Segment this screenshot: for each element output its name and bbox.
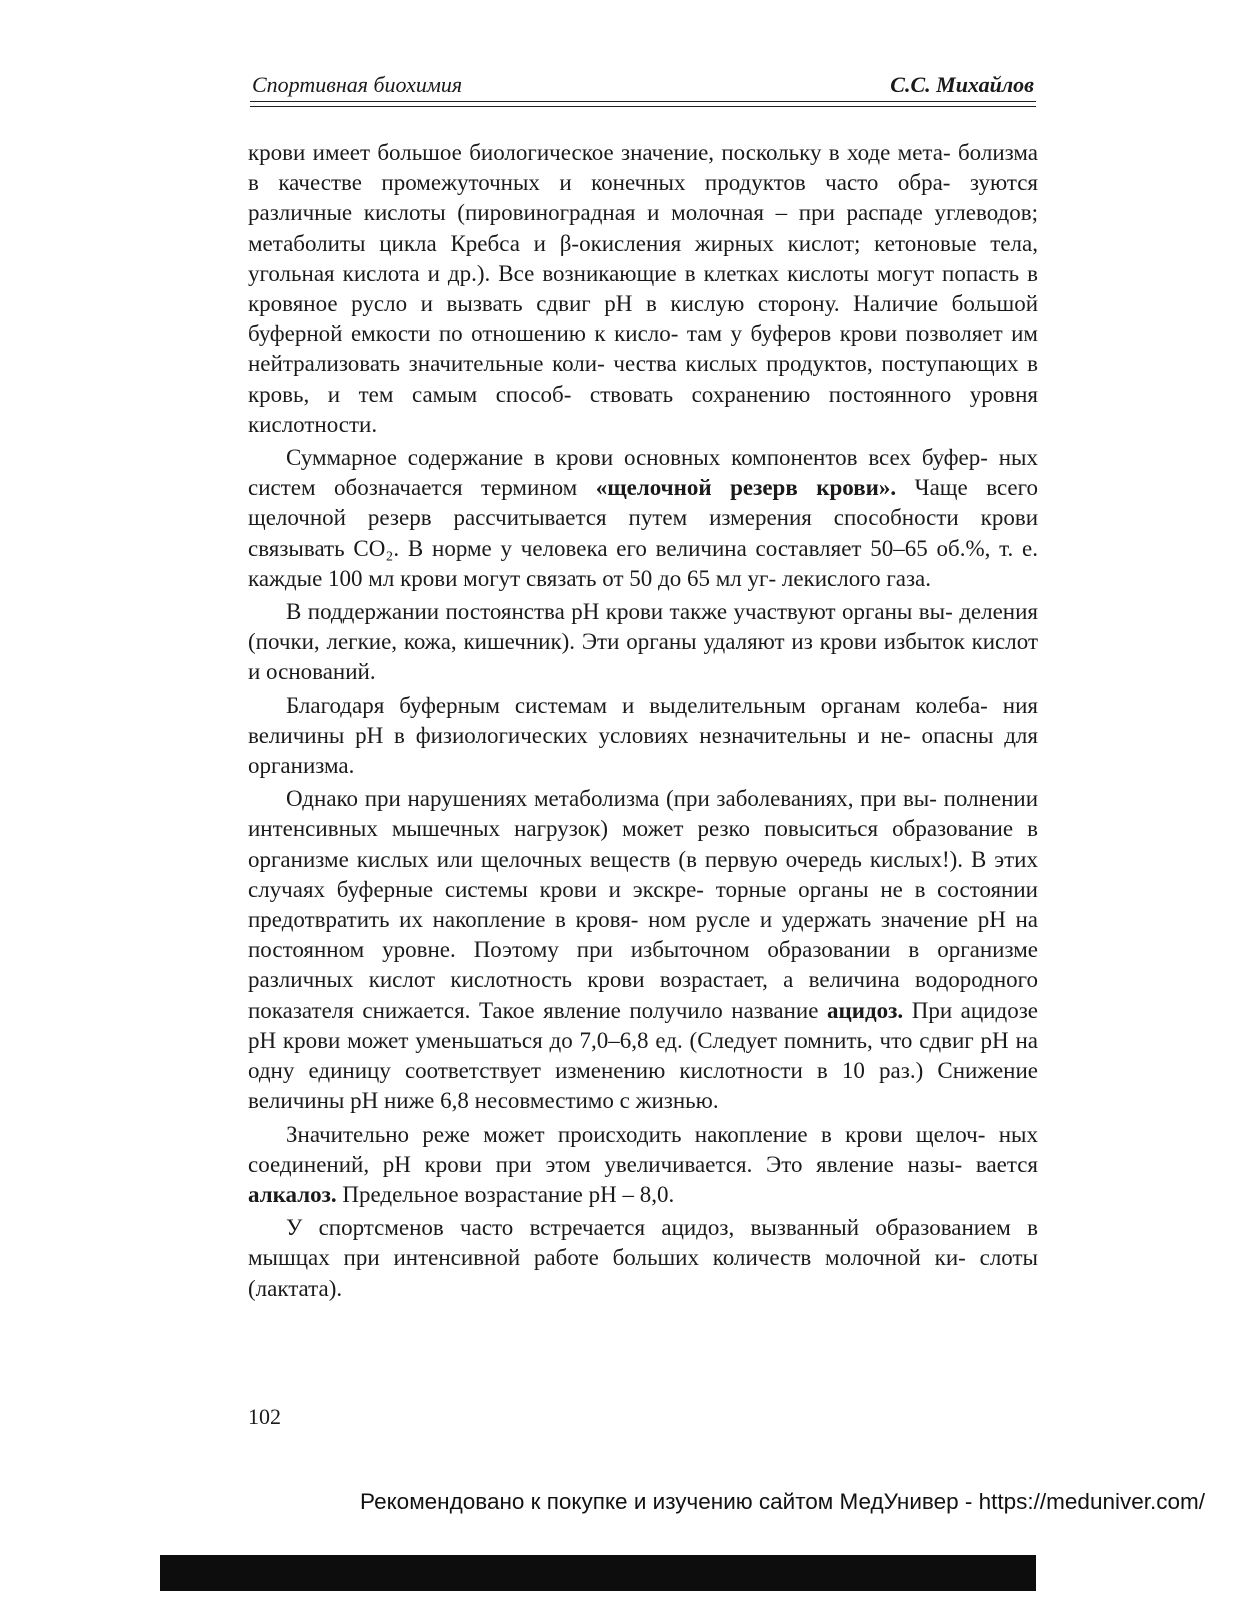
recommendation-footer: Рекомендовано к покупке и изучению сайтом МедУнивер - https://meduniver.com/ [360,1489,1205,1514]
paragraph [248,784,1038,1116]
body-text [248,138,1038,1307]
text-run: Суммарное содержание в крови основных компонентов всех буфер- ных систем обозначается термином [248,445,1038,501]
paragraph [248,443,1038,594]
page-number: 102 [248,1404,281,1429]
book-title: Спортивная биохимия [252,72,463,97]
paragraph [248,691,1038,782]
paragraph [248,138,1038,440]
text-run: Благодаря буферным системам и выделительным органам колеба- ния величины pH в физиологических условиях незначительны и не- опасны для организма. [248,692,1038,779]
paragraph [248,597,1038,688]
term-alkalosis: алкалоз. [248,1181,337,1207]
text-run: У спортсменов часто встречается ацидоз, вызванный образованием в мышцах при интенсивной работе больших количеств молочной ки- слоты (лактата). [248,1215,1038,1301]
text-run: Предельное возрастание pH – 8,0. [336,1181,675,1207]
text-run: крови имеет большое биологическое значение, поскольку в ходе мета- болизма в качестве промежуточных и конечных продуктов часто обра- зуются различные кислоты (пировиноградная и молочная – при распаде углеводов; метаболиты цикла Кребса и β-окисления жирных кислот; кетоновые тела, угольная кислота и др.). Все возникающие в клетках кислоты могут попасть в кровяное русло и вызвать сдвиг pH в кислую сторону. Наличие большой буферной емкости по отношению к кисло- там у буферов крови позволяет им нейтрализовать значительные коли- чества кислых продуктов, поступающих в кровь, и тем самым способ- ствовать сохранению постоянного уровня кислотности. [248,140,1038,437]
text-run: При ацидозе pH крови может уменьшаться до 7,0–6,8 ед. (Следует помнить, что сдвиг pH на одну единицу соответствует изменению кислотности в 10 раз.) Снижение величины pH ниже 6,8 несовместимо с жизнью. [248,997,1038,1114]
text-run: Однако при нарушениях метаболизма (при заболеваниях, при вы- полнении интенсивных мышечных нагрузок) может резко повыситься образование в организме кислых или щелочных веществ (в первую очередь кислых!). В этих случаях буферные системы крови и экскре- торные органы не в состоянии предотвратить их накопление в кровя- ном русле и удержать значение pH на постоянном уровне. Поэтому при избыточном образовании в организме различных кислот кислотность крови возрастает, а величина водородного показателя снижается. Такое явление получило название [248,786,1038,1023]
paragraph [248,1120,1038,1211]
term-acidosis: ацидоз. [827,997,904,1023]
text-run: Значительно реже может происходить накопление в крови щелоч- ных соединений, pH крови при этом увеличивается. Это явление назы- вается [248,1121,1038,1177]
author-name: С.С. Михайлов [890,72,1034,97]
term-alkaline-reserve: «щелочной резерв крови». [595,475,897,501]
paragraph [248,1213,1038,1304]
text-run: В поддержании постоянства pH крови также участвуют органы вы- деления (почки, легкие, кожа, кишечник). Эти органы удаляют из крови избыток кислот и оснований. [248,599,1038,685]
scan-edge-bar [160,1555,1036,1591]
running-header [250,72,1036,102]
text-run: Чаще всего щелочной резерв рассчитывается путем измерения способности крови связывать CO₂. В норме у человека его величина составляет 50–65 об.%, т. е. каждые 100 мл крови могут связать от 50 до 65 мл уг- лекислого газа. [248,475,1038,591]
header-double-rule [250,101,1036,107]
